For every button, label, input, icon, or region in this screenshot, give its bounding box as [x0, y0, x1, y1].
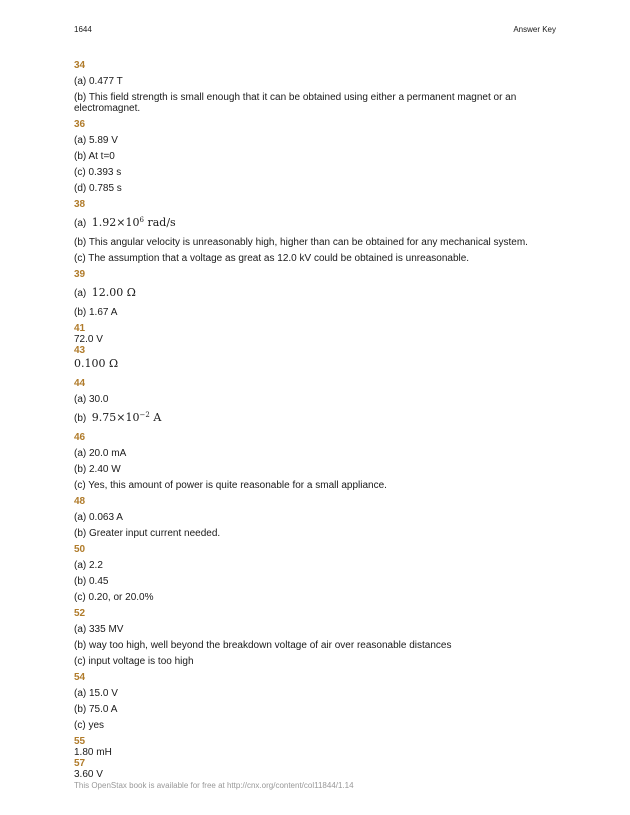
answer-part-label: (a)	[74, 288, 87, 299]
problem-number: 52	[74, 608, 86, 619]
problem-number: 44	[74, 378, 86, 389]
answer-line: (a) 20.0 mA	[74, 448, 127, 459]
problem-number: 41	[74, 323, 86, 334]
math-mantissa: 9.75×10	[91, 411, 140, 424]
answer-line: (a) 15.0 V	[74, 688, 118, 699]
problem-number: 55	[74, 736, 86, 747]
math-exponent: −2	[139, 411, 150, 419]
answer-line: (c) 0.20, or 20.0%	[74, 592, 154, 603]
answer-line: (b) 75.0 A	[74, 704, 118, 715]
answer-line: (b) This angular velocity is unreasonably high, higher than can be obtained for any mechanical system.	[74, 237, 528, 248]
problem-number: 38	[74, 199, 86, 210]
problem-number: 54	[74, 672, 86, 683]
problem-number: 34	[74, 60, 86, 71]
answer-line: (b) 2.40 W	[74, 464, 121, 475]
math-exponent: 6	[139, 216, 144, 224]
running-head: Answer Key	[513, 25, 556, 34]
problem-number: 57	[74, 758, 86, 769]
answer-line: (a) 2.2	[74, 560, 103, 571]
answer-line: (c) Yes, this amount of power is quite reasonable for a small appliance.	[74, 480, 387, 491]
footer-note: This OpenStax book is available for free at http://cnx.org/content/col11844/1.14	[74, 781, 354, 790]
answer-line	[74, 410, 564, 427]
math-expression	[92, 411, 162, 424]
answer-line: (c) yes	[74, 720, 104, 731]
answer-line: 1.80 mH	[74, 747, 112, 758]
math-expression: 0.100 Ω	[74, 357, 119, 370]
answer-line: (c) input voltage is too high	[74, 656, 194, 667]
answer-line: 3.60 V	[74, 769, 103, 780]
answer-line: (b) At t=0	[74, 151, 115, 162]
problem-number: 43	[74, 345, 86, 356]
math-unit: rad/s	[143, 216, 176, 229]
answer-line: (b) way too high, well beyond the breakdown voltage of air over reasonable distances	[74, 640, 452, 651]
math-expression	[92, 216, 176, 229]
page-number: 1644	[74, 25, 92, 34]
problem-number: 36	[74, 119, 86, 130]
answer-line: (b) Greater input current needed.	[74, 528, 221, 539]
answer-line: 72.0 V	[74, 334, 103, 345]
answer-line: (a) 335 MV	[74, 624, 124, 635]
problem-number: 39	[74, 269, 86, 280]
math-unit: A	[149, 411, 162, 424]
answer-line: (c) The assumption that a voltage as great as 12.0 kV could be obtained is unreasonable.	[74, 253, 470, 264]
answer-line: (a) 0.477 T	[74, 76, 123, 87]
answer-line: (b) This field strength is small enough that it can be obtained using either a permanent magnet or an electromagnet.	[74, 92, 517, 114]
problem-number: 46	[74, 432, 86, 443]
answer-line: (a) 30.0	[74, 394, 109, 405]
answer-line: (d) 0.785 s	[74, 183, 122, 194]
answer-line: (c) 0.393 s	[74, 167, 122, 178]
answer-line: (a) 0.063 A	[74, 512, 123, 523]
answer-line	[74, 215, 564, 232]
problem-number: 50	[74, 544, 86, 555]
answer-line: (b) 0.45	[74, 576, 109, 587]
answer-part-label: (b)	[74, 413, 87, 424]
answer-list	[74, 58, 564, 780]
answer-line: (a) 5.89 V	[74, 135, 118, 146]
answer-line	[74, 285, 564, 302]
answer-line: (b) 1.67 A	[74, 307, 118, 318]
math-mantissa: 1.92×10	[91, 216, 140, 229]
answer-part-label: (a)	[74, 218, 87, 229]
math-expression: 12.00 Ω	[91, 286, 136, 299]
problem-number: 48	[74, 496, 86, 507]
answer-line	[74, 356, 564, 373]
